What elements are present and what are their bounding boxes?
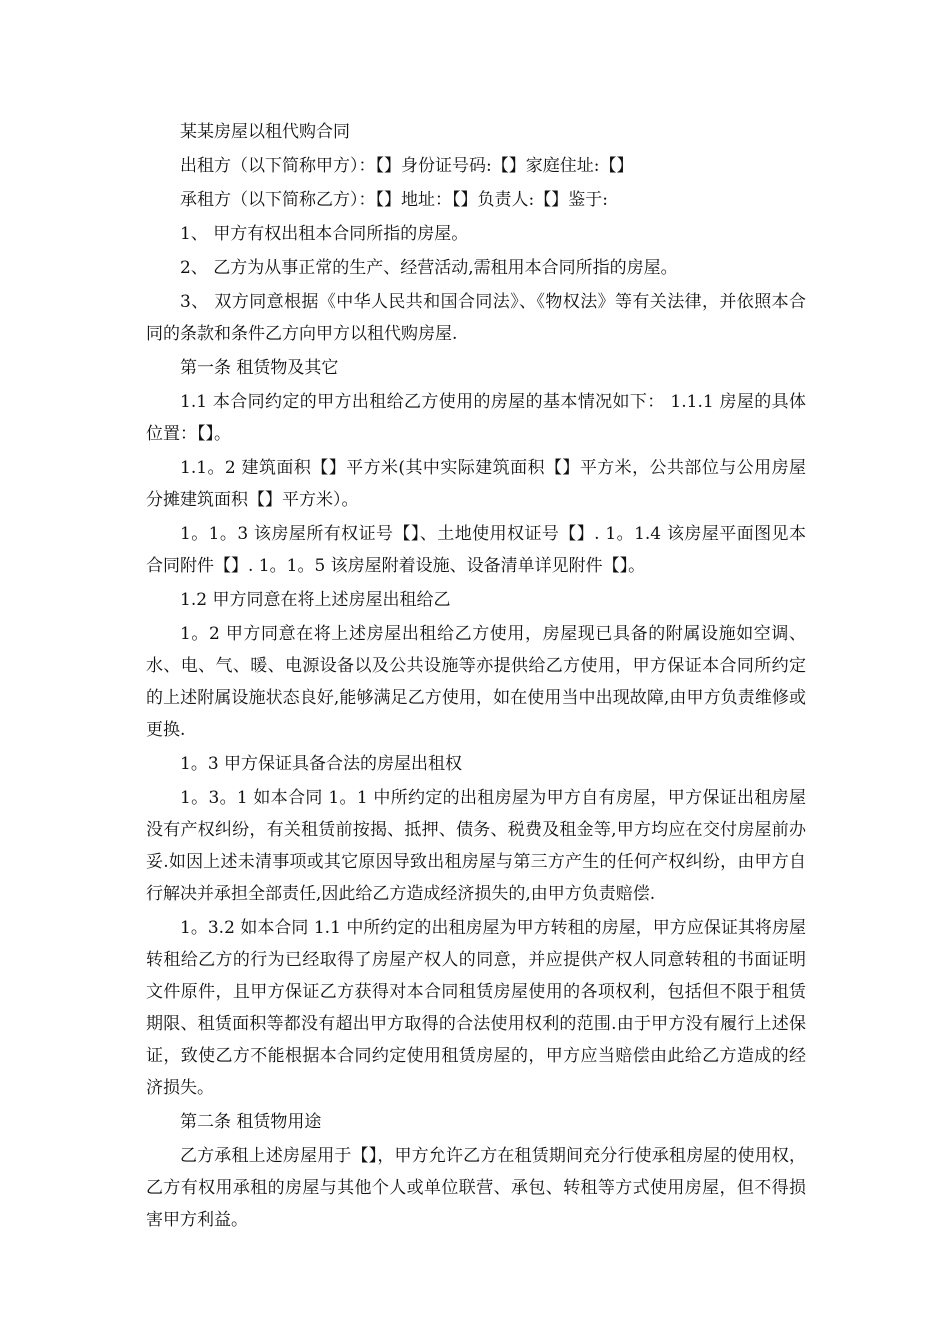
document-title: 某某房屋以租代购合同: [180, 122, 350, 142]
clause-1-1-2: 1.1。2 建筑面积【】平方米(其中实际建筑面积【】平方米，公共部位与公用房屋分摊建筑面积【】平方米）。: [146, 458, 806, 510]
lessee-info: 承租方（以下简称乙方）：【】地址：【】负责人:【】鉴于:: [180, 190, 608, 210]
recital-1: 1、 甲方有权出租本合同所指的房屋。: [180, 224, 469, 244]
clause-1-3-1: 1。3。1 如本合同 1。1 中所约定的出租房屋为甲方自有房屋，甲方保证出租房屋没有产权纠纷，有关租赁前按揭、抵押、债务、税费及租金等,甲方均应在交付房屋前办妥.如因上述未清事项或其它原因导致出租房屋与第三方产生的任何产权纠纷，由甲方自行解决并承担全部责任,因此给乙方造成经济损失的,由甲方负责赔偿.: [146, 788, 806, 904]
clause-1-2-heading: 1.2 甲方同意在将上述房屋出租给乙: [180, 590, 451, 610]
recital-3: 3、 双方同意根据《中华人民共和国合同法》、《物权法》等有关法律，并依照本合同的条款和条件乙方向甲方以租代购房屋.: [146, 292, 806, 344]
clause-1-3-heading: 1。3 甲方保证具备合法的房屋出租权: [180, 754, 463, 774]
article-2-heading: 第二条 租赁物用途: [180, 1112, 322, 1132]
article-1-heading: 第一条 租赁物及其它: [180, 358, 339, 378]
clause-1-1: 1.1 本合同约定的甲方出租给乙方使用的房屋的基本情况如下： 1.1.1 房屋的具体位置：【】。: [146, 392, 806, 444]
recital-2: 2、 乙方为从事正常的生产、经营活动,需租用本合同所指的房屋。: [180, 258, 678, 278]
clause-1-3-2: 1。3.2 如本合同 1.1 中所约定的出租房屋为甲方转租的房屋，甲方应保证其将房屋转租给乙方的行为已经取得了房屋产权人的同意，并应提供产权人同意转租的书面证明文件原件，且甲方保证乙方获得对本合同租赁房屋使用的各项权利，包括但不限于租赁期限、租赁面积等都没有超出甲方取得的合法使用权利的范围.由于甲方没有履行上述保证，致使乙方不能根据本合同约定使用租赁房屋的，甲方应当赔偿由此给乙方造成的经济损失。: [146, 918, 806, 1098]
article-2-body: 乙方承租上述房屋用于【】，甲方允许乙方在租赁期间充分行使承租房屋的使用权，乙方有权用承租的房屋与其他个人或单位联营、承包、转租等方式使用房屋，但不得损害甲方利益。: [146, 1146, 806, 1230]
clause-1-1-3: 1。1。3 该房屋所有权证号【】、土地使用权证号【】. 1。1.4 该房屋平面图见本合同附件【】. 1。1。5 该房屋附着设施、设备清单详见附件【】。: [146, 524, 806, 576]
document-body: [146, 116, 806, 1236]
clause-1-2: 1。2 甲方同意在将上述房屋出租给乙方使用，房屋现已具备的附属设施如空调、水、电、气、暖、电源设备以及公共设施等亦提供给乙方使用，甲方保证本合同所约定的上述附属设施状态良好,能够满足乙方使用，如在使用当中出现故障,由甲方负责维修或更换.: [146, 624, 806, 740]
lessor-info: 出租方（以下简称甲方）：【】身份证号码:【】家庭住址:【】: [180, 156, 634, 176]
